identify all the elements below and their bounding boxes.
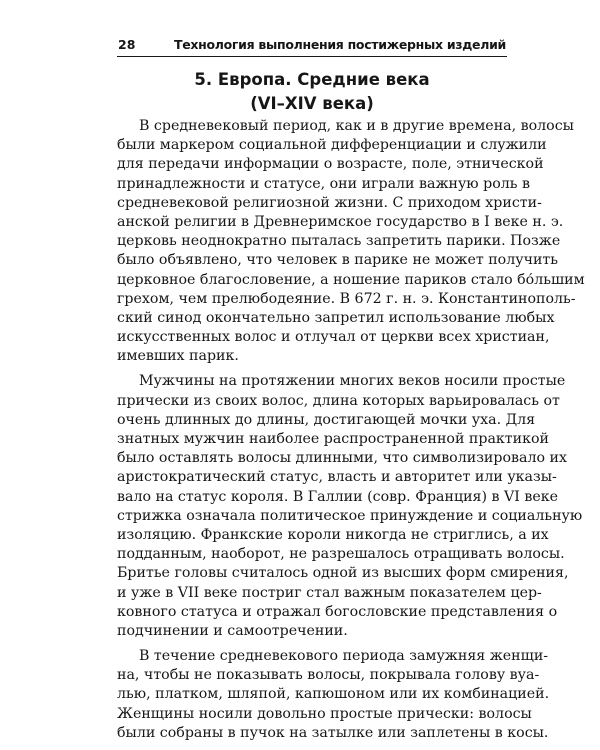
section-subtitle: (VI–XIV века)	[250, 94, 374, 113]
text-line: на, чтобы не показывать волосы, покрывала голову вуа-	[117, 667, 540, 684]
paragraph-2	[117, 372, 583, 641]
text-line: были собраны в пучок на затылке или заплетены в косы.	[117, 724, 549, 741]
text-line: прически из своих волос, длина которых варьировалась от	[117, 392, 560, 409]
text-line: В течение средневекового периода замужняя женщи-	[139, 648, 549, 665]
text-line: церковь неоднократно пыталась запретить парики. Позже	[117, 233, 561, 250]
text-line: грехом, чем прелюбодеяние. В 672 г. н. э. Константинополь-	[117, 290, 576, 307]
text-line: знатных мужчин наиболее распространенной практикой	[117, 431, 549, 447]
running-header	[118, 36, 506, 56]
text-line: принадлежности и статусе, они играли важную роль в	[117, 175, 531, 192]
text-line: очень длинных до длины, достигающей мочки уха. Для	[117, 411, 536, 428]
text-line: было объявлено, что человек в парике не может получить	[117, 252, 558, 269]
text-line: ский синод окончательно запретил использование любых	[117, 309, 555, 326]
text-line: изоляцию. Франкские короли никогда не стриглись, а их	[117, 526, 549, 543]
running-title: Технология выполнения постижерных изделий	[173, 37, 506, 52]
text-line: вало на статус короля. В Галлии (совр. Франция) в VI веке	[117, 488, 559, 505]
body-text	[117, 117, 585, 749]
text-line: лью, платком, шляпой, капюшоном или их комбинацией.	[117, 686, 550, 703]
section-heading	[117, 68, 507, 116]
text-line: имевших парик.	[117, 348, 239, 365]
text-line: церковное благословение, а ношение париков стало бо́льшим	[117, 271, 585, 288]
text-line: и уже в VII веке постриг стал важным показателем цер-	[117, 584, 542, 601]
text-line: Женщины носили довольно простые прически: волосы	[117, 705, 532, 722]
text-line: искусственных волос и отлучал от церкви всех христиан,	[117, 329, 550, 346]
paragraph-3	[117, 647, 550, 743]
page-number: 28	[118, 37, 136, 52]
text-line: для передачи информации о возрасте, поле, этнической	[117, 156, 544, 173]
text-line: Бритье головы считалось одной из высших форм смирения,	[117, 565, 569, 582]
text-line: ковного статуса и отражал богословские представления о	[117, 603, 558, 620]
text-line: были маркером социальной дифференциации и служили	[117, 137, 547, 154]
text-line: подчинении и самоотречении.	[117, 622, 348, 639]
text-line: В средневековый период, как и в другие времена, волосы	[139, 118, 574, 134]
text-line: анской религии в Древнеримское государство в I веке н. э.	[117, 213, 564, 230]
text-line: средневековой религиозной жизни. С приходом христи-	[117, 194, 542, 211]
text-line: стрижка означала политическое принуждение и социальную	[117, 507, 583, 524]
text-line: Мужчины на протяжении многих веков носили простые	[139, 373, 566, 390]
header-rule	[117, 56, 507, 57]
text-line: было оставлять волосы длинными, что символизировало их	[117, 450, 567, 467]
paragraph-1	[117, 117, 585, 366]
text-line: подданным, наоборот, не разрешалось отращивать волосы.	[117, 546, 565, 563]
section-title: 5. Европа. Средние века	[194, 70, 430, 89]
text-line: аристократический статус, власть и авторитет или указы-	[117, 469, 557, 486]
